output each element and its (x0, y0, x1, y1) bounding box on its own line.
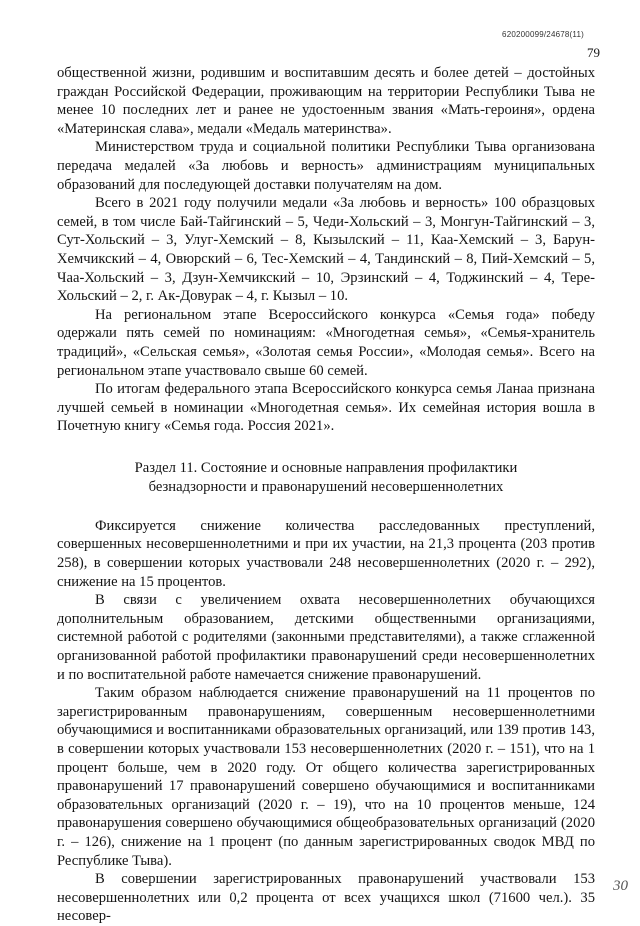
section-heading (57, 459, 595, 497)
handwritten-page-mark: 30 (613, 878, 628, 894)
paragraph: По итогам федерального этапа Всероссийского конкурса семья Ланаа признана лучшей семьей в номинации «Многодетная семья». Их семейная история вошла в Почетную книгу «Семья года. Россия 2021». (57, 381, 595, 435)
paragraph: общественной жизни, родившим и воспитавшим десять и более детей – достойных граждан Российской Федерации, проживающим на территории Республики Тыва не менее 10 последних лет и ранее не удостоенным звания «Мать-героиня», ордена «Материнская слава», медали «Медаль материнства». (57, 65, 595, 137)
paragraph: Фиксируется снижение количества расследованных преступлений, совершенных несовершеннолетними и при их участии, на 21,3 процента (203 против 258), в совершении которых участвовали 248 несовершеннолетних (2020 г. – 292), снижение на 15 процентов. (57, 517, 595, 590)
document-code: 620200099/24678(11) (502, 30, 584, 39)
paragraph: Министерством труда и социальной политики Республики Тыва организована передача медалей «За любовь и верность» администрациям муниципальных образований для последующей доставки получателям на дом. (57, 139, 595, 193)
paragraph: Всего в 2021 году получили медали «За любовь и верность» 100 образцовых семей, в том числе Бай-Тайгинский – 5, Чеди-Хольский – 3, Монгун-Тайгинский – 3, Сут-Хольский – 3, Улуг-Хемский – 8, Кызылский – 11, Каа-Хемский – 3, Барун-Хемчикский – 4, Овюрский – 6, Тес-Хемский – 4, Тандинский – 8, Пий-Хемский – 5, Чаа-Хольский – 3, Дзун-Хемчикский – 10, Эрзинский – 4, Тоджинский – 4, Тере-Хольский – 2, г. Ак-Довурак – 4, г. Кызыл – 10. (57, 195, 595, 305)
section-heading-line: безнадзорности и правонарушений несовершеннолетних (148, 478, 504, 495)
page-number: 79 (587, 45, 600, 60)
paragraph: На региональном этапе Всероссийского конкурса «Семья года» победу одержали пять семей по номинациям: «Многодетная семья», «Семья-хранитель традиций», «Сельская семья», «Золотая семья России», «Молодая семья». Всего на региональном этапе участвовало свыше 60 семей. (57, 306, 595, 379)
paragraph: В связи с увеличением охвата несовершеннолетних обучающихся дополнительным образованием, детскими общественными организациями, системной работой с родителями (законными представителями), а также сглаженной организованной работой профилактики правонарушений среди несовершеннолетних и по воспитательной работе намечается снижение правонарушений. (57, 592, 595, 683)
section-heading-line: Раздел 11. Состояние и основные направления профилактики (134, 459, 518, 476)
paragraph: Таким образом наблюдается снижение правонарушений на 11 процентов по зарегистрированным правонарушениям, совершенным несовершеннолетними обучающимися и воспитанниками образовательных организаций, или 139 против 143, в совершении которых участвовали 153 несовершеннолетних (2020 г. – 151), что на 1 процент больше, чем в 2020 году. От общего количества зарегистрированных правонарушений 17 правонарушений совершено обучающимися и воспитанниками образовательных организаций (2020 г. – 19), что на 10 процентов меньше, 124 правонарушения совершено обучающимися общеобразовательных организаций (2020 г. – 126), снижение на 1 процент (по данным зарегистрированных сводок МВД по Республике Тыва). (57, 685, 595, 869)
document-body (57, 64, 595, 926)
paragraph: В совершении зарегистрированных правонарушений участвовали 153 несовершеннолетних или 0,2 процента от всех учащихся школ (71600 чел.). 35 несовер- (57, 871, 595, 925)
